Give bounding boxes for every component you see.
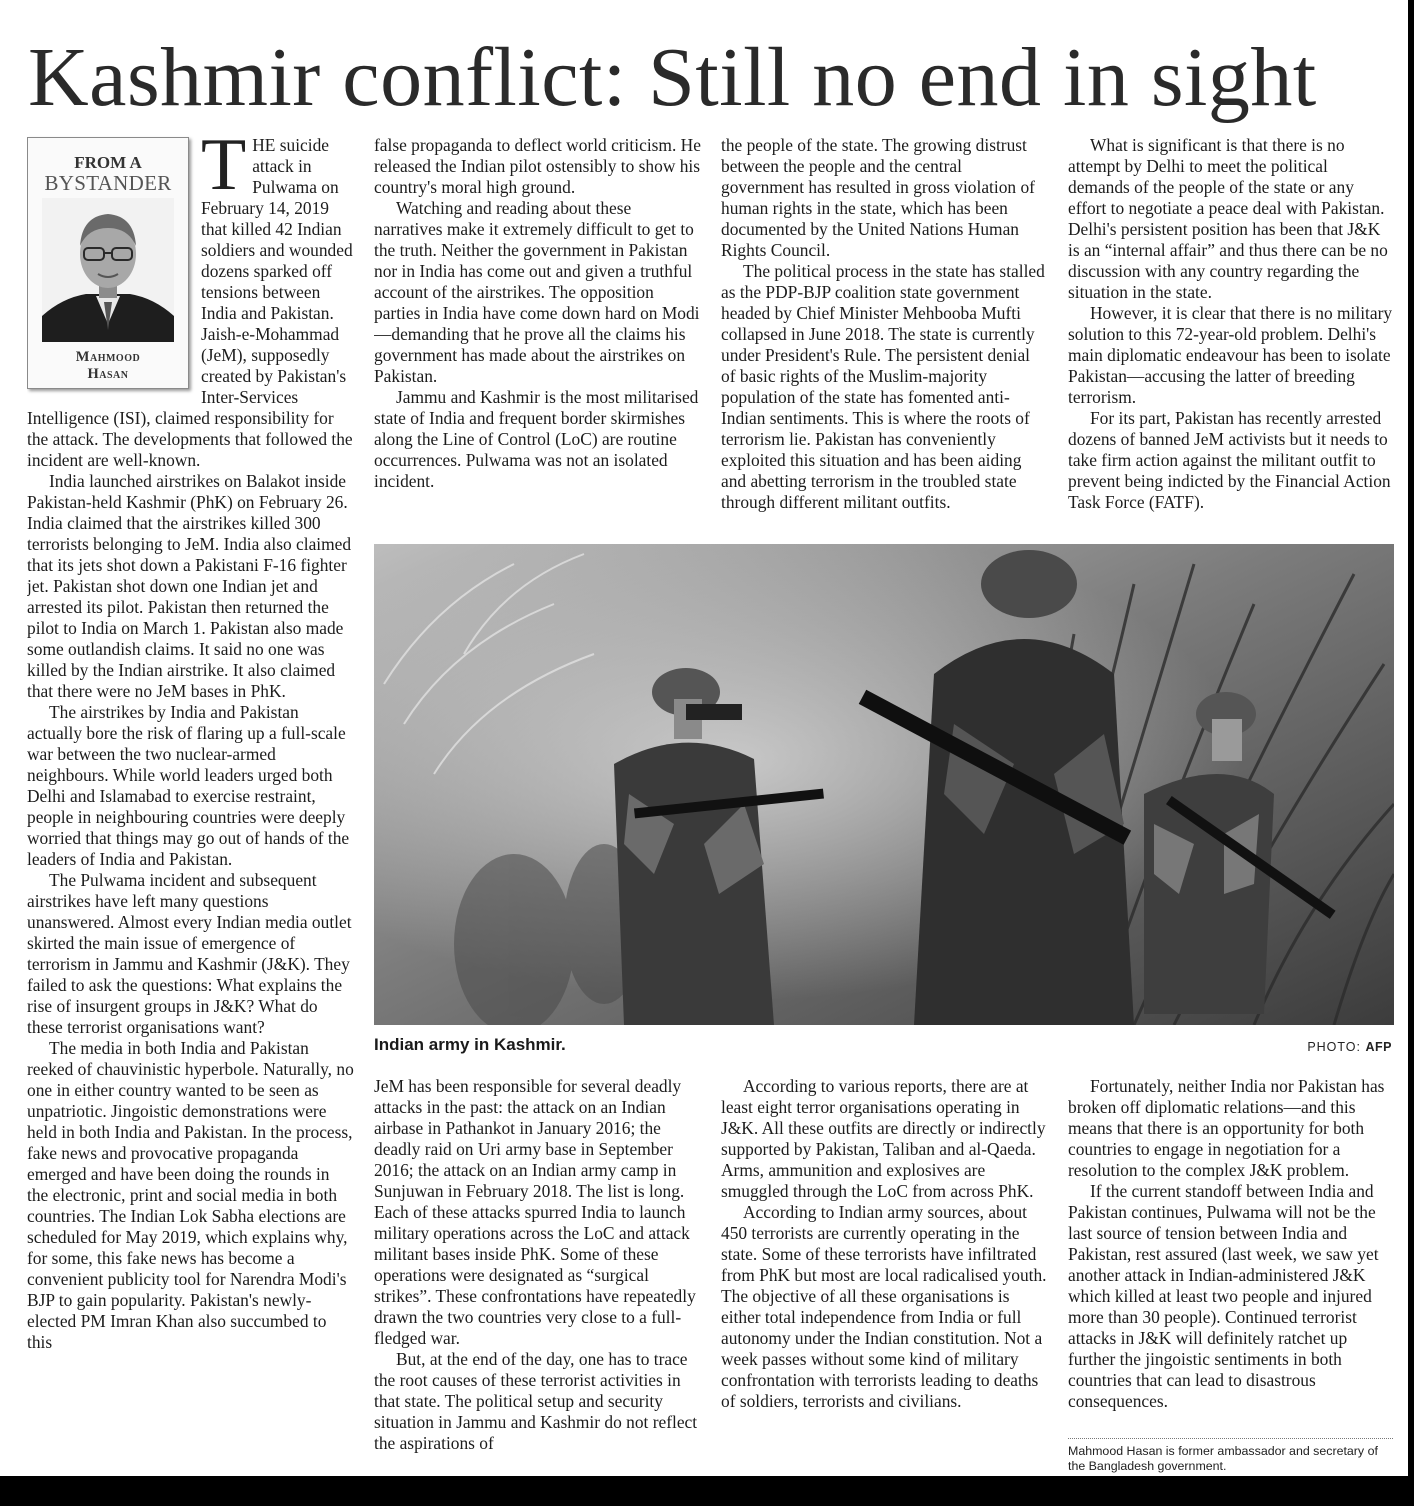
- headline: Kashmir conflict: Still no end in sight: [28, 31, 1317, 124]
- column-label-bystander: BYSTANDER: [44, 171, 172, 195]
- paragraph: What is significant is that there is no attempt by Delhi to meet the political demands of the people of the state or any effort to negotiate a peace deal with Pakistan. Delhi's persistent position has been that J&K is an “internal affair” and thus there can be no discussion with any country regarding the situation in the state.: [1068, 135, 1388, 302]
- paragraph: The Pulwama incident and subsequent airstrikes have left many questions unanswered. Almost every Indian media outlet skirted the main issue of emergence of terrorism in Jammu and Kashmir (J&K). They failed to ask the questions: What explains the rise of insurgent groups in J&K? What do these terrorist organisations want?: [27, 870, 352, 1037]
- paragraph: The political process in the state has stalled as the PDP-BJP coalition state government headed by Chief Minister Mehbooba Mufti collapsed in June 2018. The state is currently under President's Rule. The persistent denial of basic rights of the Muslim-majority population of the state has fomented anti-Indian sentiments. This is where the roots of terrorism lie. Pakistan has conveniently exploited this situation and has been aiding and abetting terrorism in the troubled state through different militant outfits.: [721, 261, 1045, 512]
- author-last-name: Hasan: [87, 366, 129, 382]
- article-photo: [374, 544, 1394, 1025]
- article-column-4-bottom: [1068, 1076, 1393, 1436]
- paragraph: If the current standoff between India and Pakistan continues, Pulwama will not be the last source of tension between India and Pakistan, rest assured (last week, we saw yet another attack in Indian-administered J&K which killed at least two people and injured more than 30 people). Continued terrorist attacks in J&K will definitely ratchet up further the jingoistic sentiments in both countries that can lead to disastrous consequences.: [1068, 1181, 1379, 1411]
- paragraph: According to Indian army sources, about 450 terrorists are currently operating in the state. Some of these terrorists have infiltrated from PhK but most are local radicalised youth. The objective of all these organisations is either total independence from India or full autonomy under the Indian constitution. Not a week passes without some kind of military confrontation with terrorists leading to deaths of soldiers, terrorists and civilians.: [721, 1202, 1047, 1411]
- paragraph: Jammu and Kashmir is the most militarised state of India and frequent border skirmishes along the Line of Control (LoC) are routine occurrences. Pulwama was not an isolated incident.: [374, 387, 699, 491]
- page-edge-rule: [1408, 0, 1414, 1476]
- photo-credit-source: AFP: [1365, 1040, 1392, 1054]
- photo-credit: [1307, 1040, 1392, 1054]
- author-bio: Mahmood Hasan is former ambassador and secretary of the Bangladesh government.: [1068, 1438, 1393, 1474]
- photo-caption: Indian army in Kashmir.: [374, 1035, 566, 1054]
- article-column-1: [27, 135, 354, 1475]
- lead-text: HE suicide attack in Pulwama on February 14, 2019 that killed 42 Indian soldiers and wounded dozens sparked off tensions between India and Pakistan. Jaish-e-Mohammad (JeM), supposedly created by Pakistan's Inter-Services Intelligence (ISI), claimed responsibility for the attack. The developments that followed the incident are well-known.: [27, 135, 353, 470]
- soldiers-photo-illustration: [374, 544, 1394, 1025]
- article-column-2-top: [374, 135, 701, 535]
- paragraph: The media in both India and Pakistan reeked of chauvinistic hyperbole. Naturally, no one in either country wanted to be seen as unpatriotic. Jingoistic demonstrations were held in both India and Pakistan. In the process, fake news and provocative propaganda emerged and have been doing the rounds in the electronic, print and social media in both countries. The Indian Lok Sabha elections are scheduled for May 2019, which explains why, for some, this fake news has become a convenient publicity tool for Narendra Modi's BJP to gain popularity. Pakistan's newly-elected PM Imran Khan also succumbed to this: [27, 1038, 354, 1352]
- author-portrait: [42, 198, 174, 342]
- author-first-name: Mahmood: [75, 349, 141, 365]
- author-name: [28, 349, 188, 383]
- paragraph: According to various reports, there are at least eight terror organisations operating in J&K. All these outfits are directly or indirectly supported by Pakistan, Taliban and al-Qaeda. Arms, ammunition and explosives are smuggled through the LoC from across PhK.: [721, 1076, 1046, 1201]
- paragraph: India launched airstrikes on Balakot inside Pakistan-held Kashmir (PhK) on February 26. India claimed that the airstrikes killed 300 terrorists belonging to JeM. India also claimed that its jets shot down a Pakistani F-16 fighter jet. Pakistan shot down one Indian jet and arrested its pilot. Pakistan then returned the pilot to India on March 1. Pakistan also made some outlandish claims. It said no one was killed by the Indian airstrike. It also claimed that there were no JeM bases in PhK.: [27, 471, 352, 701]
- drop-cap: T: [201, 135, 247, 206]
- paragraph: The airstrikes by India and Pakistan actually bore the risk of flaring up a full-scale war between the two nuclear-armed neighbours. While world leaders urged both Delhi and Islamabad to exercise restraint, people in neighbouring countries were deeply worried that things may go out of hands of the leaders of India and Pakistan.: [27, 702, 350, 869]
- paragraph: However, it is clear that there is no military solution to this 72-year-old problem. Delhi's main diplomatic endeavour has been to isolate Pakistan—accusing the latter of breeding terrorism.: [1068, 303, 1393, 407]
- paragraph: JeM has been responsible for several deadly attacks in the past: the attack on an Indian airbase in Pathankot in January 2016; the deadly raid on Uri army base in September 2016; the attack on an Indian army camp in Sunjuwan in February 2018. The list is long. Each of these attacks spurred India to launch military operations across the LoC and attack militant bases inside PhK. Some of these operations were designated as “surgical strikes”. These confrontations have repeatedly drawn the two countries very close to a full-fledged war.: [374, 1076, 696, 1348]
- article-column-3-top: [721, 135, 1048, 535]
- paragraph: the people of the state. The growing distrust between the people and the central government has resulted in gross violation of human rights in the state, which has been documented by the United Nations Human Rights Council.: [721, 135, 1035, 260]
- paragraph: For its part, Pakistan has recently arrested dozens of banned JeM activists but it needs to take firm action against the militant outfit to prevent being indicted by the Financial Action Task Force (FATF).: [1068, 408, 1391, 512]
- page-footer-bar: [0, 1476, 1414, 1506]
- photo-credit-label: PHOTO:: [1307, 1040, 1362, 1054]
- article-column-2-bottom: [374, 1076, 701, 1476]
- article-column-3-bottom: [721, 1076, 1048, 1476]
- paragraph: false propaganda to deflect world criticism. He released the Indian pilot ostensibly to show his country's moral high ground.: [374, 135, 701, 197]
- column-label-from: FROM A: [74, 153, 142, 172]
- paragraph: Watching and reading about these narratives make it extremely difficult to get to the truth. Neither the government in Pakistan nor in India has come out and given a truthful account of the airstrikes. The opposition parties in India have come down hard on Modi—demanding that he prove all the claims his government has made about the airstrikes on Pakistan.: [374, 198, 700, 386]
- article-column-4-top: [1068, 135, 1393, 535]
- paragraph: Fortunately, neither India nor Pakistan has broken off diplomatic relations—and this means that there is an opportunity for both countries to engage in negotiation for a resolution to the complex J&K problem.: [1068, 1076, 1385, 1180]
- byline-box: [27, 137, 189, 389]
- paragraph: But, at the end of the day, one has to trace the root causes of these terrorist activities in that state. The political setup and security situation in Jammu and Kashmir do not reflect the aspirations of: [374, 1349, 698, 1453]
